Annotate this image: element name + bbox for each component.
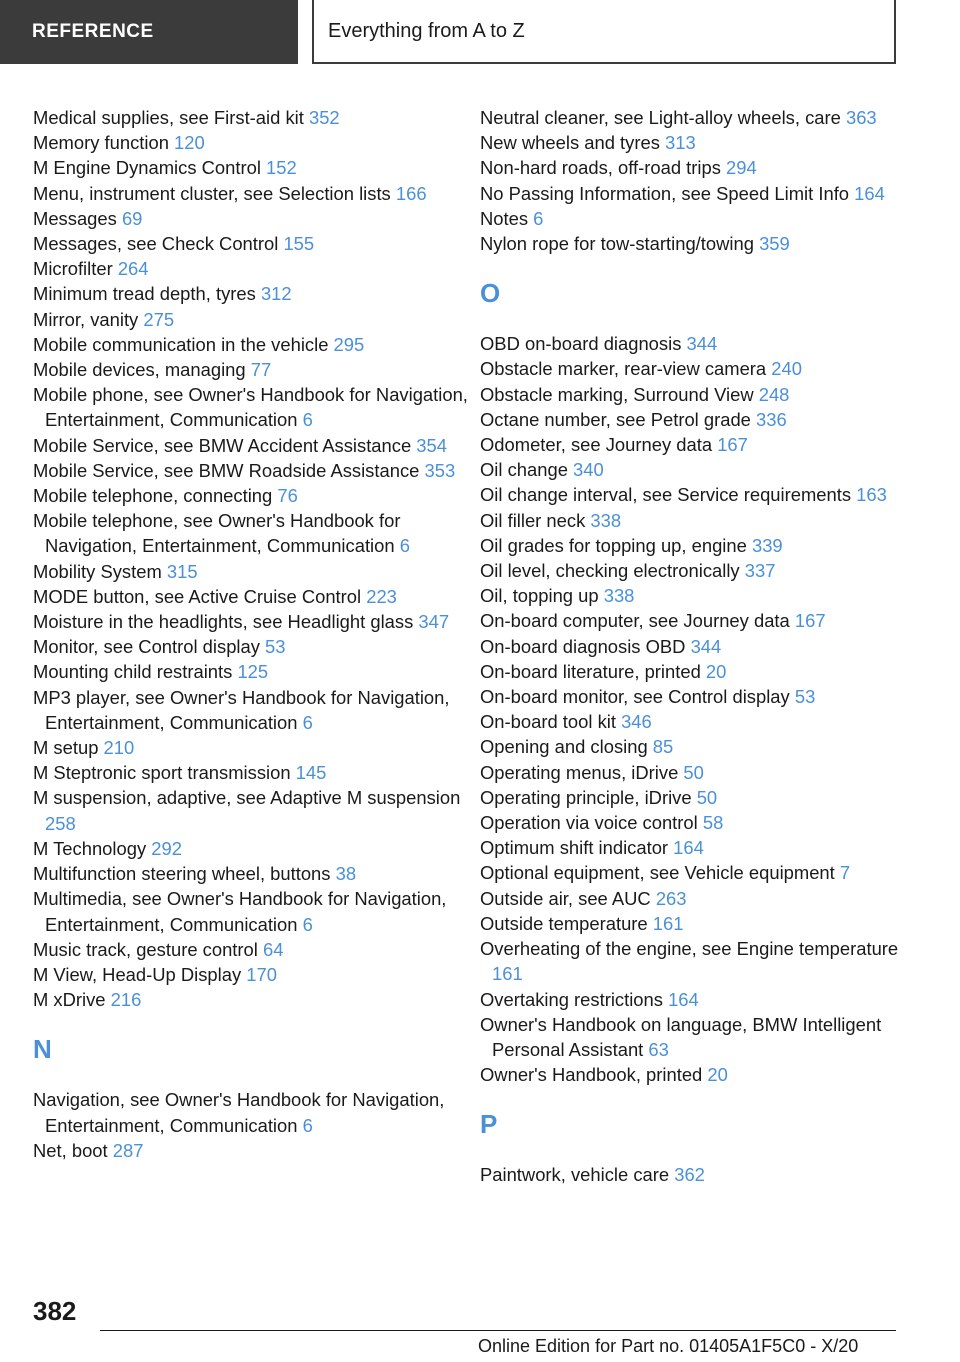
index-entry-page-link[interactable]: 315 bbox=[166, 560, 198, 582]
index-entry bbox=[480, 155, 900, 180]
index-entry bbox=[480, 810, 900, 835]
index-entry-text: Mobile telephone, connecting bbox=[33, 485, 278, 507]
index-entry-page-link[interactable]: 38 bbox=[335, 863, 357, 885]
index-entry-page-link[interactable]: 152 bbox=[266, 157, 297, 179]
page-number: 382 bbox=[33, 1296, 77, 1326]
index-entry-page-link[interactable]: 145 bbox=[295, 762, 327, 784]
index-entry-text: On-board tool kit bbox=[480, 711, 622, 733]
index-entry bbox=[33, 281, 473, 306]
index-entry bbox=[480, 331, 900, 356]
index-entry-text: Owner's Handbook, printed bbox=[480, 1064, 708, 1086]
index-entry-text: Mobile communication in the vehicle bbox=[33, 333, 334, 355]
index-entry-text: No Passing Information, see Speed Limit Info bbox=[480, 182, 855, 204]
index-entry bbox=[33, 760, 473, 785]
index-entry-text: M setup bbox=[33, 737, 104, 759]
index-entry-page-link[interactable]: 50 bbox=[696, 786, 718, 808]
index-entry-text: Oil, topping up bbox=[480, 585, 604, 607]
index-entry-page-link[interactable]: 340 bbox=[573, 459, 604, 481]
index-entry-text: Minimum tread depth, tyres bbox=[33, 283, 261, 305]
index-entry bbox=[480, 835, 900, 860]
index-entry-text: New wheels and tyres bbox=[480, 132, 666, 154]
index-entry-text: Optional equipment, see Vehicle equipment bbox=[480, 862, 840, 884]
index-entry bbox=[33, 181, 473, 206]
index-entry-page-link[interactable]: 161 bbox=[492, 963, 523, 985]
index-entry-text: M View, Head-Up Display bbox=[33, 963, 247, 985]
index-entry bbox=[33, 634, 473, 659]
index-entry bbox=[33, 659, 473, 684]
index-entry-page-link[interactable]: 263 bbox=[655, 887, 687, 909]
index-entry bbox=[33, 962, 473, 987]
index-entry bbox=[33, 231, 473, 256]
index-entry-text: Oil change interval, see Service requirements bbox=[480, 484, 857, 506]
index-entry-page-link[interactable]: 164 bbox=[673, 837, 704, 859]
index-entry bbox=[33, 861, 473, 886]
index-entry bbox=[33, 735, 473, 760]
index-entry-page-link[interactable]: 50 bbox=[683, 761, 704, 783]
index-entry bbox=[480, 785, 900, 810]
index-entry-text: Oil level, checking electronically bbox=[480, 560, 745, 582]
index-entry bbox=[33, 483, 473, 508]
index-entry-page-link[interactable]: 161 bbox=[652, 912, 684, 934]
section-label: REFERENCE bbox=[32, 21, 154, 42]
index-entry-page-link[interactable]: 240 bbox=[771, 358, 802, 380]
index-entry-page-link[interactable]: 167 bbox=[794, 610, 826, 632]
index-entry-text: Moisture in the headlights, see Headlight glass bbox=[33, 611, 419, 633]
index-entry-text: Overheating of the engine, see Engine temperature bbox=[480, 938, 899, 960]
index-entry bbox=[33, 206, 473, 231]
index-entry-text: On-board computer, see Journey data bbox=[480, 610, 795, 632]
index-entry-page-link[interactable]: 216 bbox=[110, 989, 142, 1011]
index-entry-page-link[interactable]: 53 bbox=[794, 686, 816, 708]
index-entry-text: Mounting child restraints bbox=[33, 661, 238, 683]
index-entry bbox=[480, 1162, 900, 1187]
index-entry-text: Outside temperature bbox=[480, 912, 653, 934]
index-entry-text: Paintwork, vehicle care bbox=[480, 1164, 675, 1186]
index-column-left bbox=[33, 105, 473, 1163]
index-entry-text: Net, boot bbox=[33, 1139, 113, 1161]
index-entry-page-link[interactable]: 258 bbox=[45, 812, 76, 834]
index-letter-heading: N bbox=[33, 1034, 52, 1065]
index-entry bbox=[480, 860, 900, 885]
index-entry-page-link[interactable]: 354 bbox=[416, 434, 447, 456]
index-entry-page-link[interactable]: 338 bbox=[603, 585, 635, 607]
index-entry-page-link[interactable]: 170 bbox=[246, 963, 277, 985]
index-entry-text: MODE button, see Active Cruise Control bbox=[33, 585, 367, 607]
index-entry-text: Medical supplies, see First-aid kit bbox=[33, 107, 309, 128]
index-entry-text: Operating principle, iDrive bbox=[480, 786, 697, 808]
index-entry bbox=[33, 256, 473, 281]
index-letter-heading: O bbox=[480, 278, 501, 309]
index-entry-text: Mobile Service, see BMW Roadside Assistance bbox=[33, 459, 425, 481]
index-entry-text: Oil grades for topping up, engine bbox=[480, 534, 752, 556]
index-entry bbox=[480, 1012, 900, 1062]
chapter-title: Everything from A to Z bbox=[328, 19, 525, 42]
index-entry bbox=[480, 206, 900, 231]
index-entry bbox=[33, 105, 473, 130]
index-entry-page-link[interactable]: 312 bbox=[260, 283, 292, 305]
index-entry bbox=[33, 886, 473, 936]
index-entry bbox=[33, 937, 473, 962]
index-entry-text: Messages bbox=[33, 207, 122, 229]
index-entry-text: Music track, gesture control bbox=[33, 938, 263, 960]
index-entry bbox=[33, 357, 473, 382]
section-tab bbox=[0, 0, 298, 64]
index-entry-page-link[interactable]: 264 bbox=[117, 258, 149, 280]
index-entry-page-link[interactable]: 6 bbox=[302, 913, 313, 935]
index-entry bbox=[480, 382, 900, 407]
index-entry-text: Obstacle marking, Surround View bbox=[480, 383, 759, 405]
index-entry-text: Multimedia, see Owner's Handbook for Navigation, Entertainment, Communication bbox=[33, 888, 447, 935]
index-entry-text: Nylon rope for tow-starting/towing bbox=[480, 233, 760, 255]
index-entry-text: Non-hard roads, off-road trips bbox=[480, 157, 727, 179]
index-entry-page-link[interactable]: 63 bbox=[648, 1038, 669, 1060]
index-entry-text: M Steptronic sport transmission bbox=[33, 762, 296, 784]
index-entry bbox=[480, 407, 900, 432]
index-entry-text: Optimum shift indicator bbox=[480, 837, 674, 859]
index-entry-page-link[interactable]: 353 bbox=[424, 459, 456, 481]
index-entry bbox=[33, 155, 473, 180]
index-entry-page-link[interactable]: 20 bbox=[707, 1064, 728, 1086]
index-entry-page-link[interactable]: 58 bbox=[702, 812, 724, 834]
index-entry-text: Mobility System bbox=[33, 560, 167, 582]
index-entry-page-link[interactable]: 6 bbox=[399, 535, 410, 557]
index-entry bbox=[33, 332, 473, 357]
index-letter-heading: P bbox=[480, 1109, 498, 1140]
index-entry-page-link[interactable]: 166 bbox=[395, 182, 427, 204]
index-entry bbox=[33, 1138, 473, 1163]
index-entry bbox=[33, 584, 473, 609]
index-entry-page-link[interactable]: 337 bbox=[744, 560, 776, 582]
index-entry bbox=[33, 685, 473, 735]
index-entry-text: Operation via voice control bbox=[480, 812, 703, 834]
index-entry-page-link[interactable]: 362 bbox=[674, 1164, 705, 1186]
index-entry bbox=[480, 734, 900, 759]
index-entry bbox=[33, 836, 473, 861]
index-entry-page-link[interactable]: 313 bbox=[665, 132, 696, 154]
index-entry-page-link[interactable]: 292 bbox=[151, 837, 182, 859]
index-entry-text: Overtaking restrictions bbox=[480, 988, 669, 1010]
index-entry-text: Mirror, vanity bbox=[33, 308, 144, 330]
index-entry bbox=[480, 432, 900, 457]
index-entry-text: Microfilter bbox=[33, 258, 118, 280]
index-entry bbox=[33, 987, 473, 1012]
index-entry-text: Odometer, see Journey data bbox=[480, 434, 718, 456]
index-entry bbox=[480, 936, 900, 986]
index-entry-page-link[interactable]: 287 bbox=[112, 1139, 144, 1161]
index-entry-text: Operating menus, iDrive bbox=[480, 761, 684, 783]
index-entry-text: Outside air, see AUC bbox=[480, 887, 656, 909]
index-entry-page-link[interactable]: 7 bbox=[839, 862, 851, 884]
index-entry-page-link[interactable]: 20 bbox=[705, 660, 727, 682]
index-entry-text: On-board diagnosis OBD bbox=[480, 635, 691, 657]
index-entry-text: Monitor, see Control display bbox=[33, 636, 266, 658]
index-entry bbox=[480, 760, 900, 785]
index-entry bbox=[33, 433, 473, 458]
index-entry bbox=[480, 583, 900, 608]
index-entry-text: Multifunction steering wheel, buttons bbox=[33, 863, 336, 885]
index-entry-text: Mobile Service, see BMW Accident Assistance bbox=[33, 434, 417, 456]
index-entry-page-link[interactable]: 77 bbox=[250, 359, 272, 381]
index-entry bbox=[33, 785, 473, 835]
footer-divider bbox=[100, 1330, 896, 1331]
index-entry-page-link[interactable]: 295 bbox=[333, 333, 365, 355]
index-entry bbox=[480, 105, 900, 130]
index-entry-page-link[interactable]: 338 bbox=[590, 509, 622, 531]
index-entry-text: M Engine Dynamics Control bbox=[33, 157, 267, 179]
index-entry bbox=[480, 558, 900, 583]
index-entry-text: Memory function bbox=[33, 132, 175, 154]
index-entry-text: Notes bbox=[480, 207, 534, 229]
index-entry bbox=[480, 533, 900, 558]
footer-edition: Online Edition for Part no. 01405A1F5C0 - X/20 bbox=[478, 1336, 859, 1356]
index-entry-page-link[interactable]: 347 bbox=[418, 611, 450, 633]
index-entry bbox=[480, 886, 900, 911]
index-entry bbox=[480, 356, 900, 381]
index-entry-page-link[interactable]: 336 bbox=[756, 408, 787, 430]
index-entry-text: Navigation, see Owner's Handbook for Navigation, Entertainment, Communication bbox=[33, 1089, 445, 1136]
index-entry-text: Mobile telephone, see Owner's Handbook for Navigation, Entertainment, Communication bbox=[33, 510, 401, 557]
index-entry-text: M Technology bbox=[33, 837, 152, 859]
index-entry-page-link[interactable]: 163 bbox=[856, 484, 887, 506]
index-entry bbox=[480, 457, 900, 482]
index-entry-text: Mobile phone, see Owner's Handbook for Navigation, Entertainment, Communication bbox=[33, 384, 468, 431]
index-entry bbox=[33, 307, 473, 332]
index-entry bbox=[33, 559, 473, 584]
index-entry-text: Oil change bbox=[480, 459, 574, 481]
index-entry bbox=[480, 231, 900, 256]
index-entry bbox=[480, 608, 900, 633]
index-entry-page-link[interactable]: 275 bbox=[143, 308, 175, 330]
index-entry-page-link[interactable]: 6 bbox=[302, 711, 313, 733]
index-entry bbox=[480, 634, 900, 659]
index-entry-page-link[interactable]: 344 bbox=[690, 635, 722, 657]
index-entry-page-link[interactable]: 164 bbox=[668, 988, 699, 1010]
index-entry bbox=[33, 508, 473, 558]
index-entry-page-link[interactable]: 125 bbox=[237, 661, 269, 683]
index-entry bbox=[480, 508, 900, 533]
index-entry-page-link[interactable]: 53 bbox=[265, 636, 286, 658]
index-entry-page-link[interactable]: 359 bbox=[759, 233, 790, 255]
index-entry-text: M xDrive bbox=[33, 989, 111, 1011]
index-entry bbox=[33, 130, 473, 155]
index-entry-page-link[interactable]: 363 bbox=[845, 107, 877, 128]
index-entry bbox=[480, 130, 900, 155]
index-entry bbox=[33, 609, 473, 634]
index-entry bbox=[480, 684, 900, 709]
index-entry-page-link[interactable]: 210 bbox=[103, 737, 135, 759]
index-entry-page-link[interactable]: 223 bbox=[366, 585, 397, 607]
index-entry-page-link[interactable]: 167 bbox=[717, 434, 748, 456]
index-entry bbox=[480, 911, 900, 936]
index-entry-page-link[interactable]: 344 bbox=[686, 333, 718, 355]
index-entry-text: OBD on-board diagnosis bbox=[480, 333, 687, 355]
index-entry-page-link[interactable]: 346 bbox=[621, 711, 652, 733]
index-entry-text: Menu, instrument cluster, see Selection lists bbox=[33, 182, 396, 204]
index-entry bbox=[33, 458, 473, 483]
index-entry bbox=[480, 659, 900, 684]
index-entry-text: MP3 player, see Owner's Handbook for Navigation, Entertainment, Communication bbox=[33, 686, 450, 733]
index-entry-text: Mobile devices, managing bbox=[33, 359, 251, 381]
index-entry-page-link[interactable]: 85 bbox=[652, 736, 674, 758]
index-entry-page-link[interactable]: 155 bbox=[283, 233, 315, 255]
index-entry-page-link[interactable]: 164 bbox=[854, 182, 885, 204]
index-entry-page-link[interactable]: 6 bbox=[533, 207, 544, 229]
index-entry-text: M suspension, adaptive, see Adaptive M suspension bbox=[33, 787, 461, 809]
index-entry bbox=[480, 181, 900, 206]
index-entry bbox=[480, 1062, 900, 1087]
index-entry-page-link[interactable]: 294 bbox=[726, 157, 757, 179]
chapter-title-box bbox=[312, 0, 896, 64]
index-entry-text: Owner's Handbook on language, BMW Intelligent Personal Assistant bbox=[480, 1013, 882, 1060]
index-entry-page-link[interactable]: 352 bbox=[308, 107, 340, 128]
index-entry-page-link[interactable]: 6 bbox=[302, 409, 313, 431]
index-entry-page-link[interactable]: 120 bbox=[174, 132, 205, 154]
index-entry-text: Messages, see Check Control bbox=[33, 233, 284, 255]
index-entry-page-link[interactable]: 69 bbox=[121, 207, 143, 229]
index-entry bbox=[33, 382, 473, 432]
index-entry-text: Neutral cleaner, see Light-alloy wheels, care bbox=[480, 107, 846, 128]
index-entry-page-link[interactable]: 6 bbox=[302, 1114, 313, 1136]
index-entry-page-link[interactable]: 248 bbox=[758, 383, 790, 405]
index-column-right bbox=[480, 105, 900, 1188]
index-entry-text: Opening and closing bbox=[480, 736, 653, 758]
index-entry bbox=[480, 482, 900, 507]
index-entry-text: Oil filler neck bbox=[480, 509, 591, 531]
index-entry-page-link[interactable]: 64 bbox=[262, 938, 284, 960]
index-entry-text: On-board literature, printed bbox=[480, 660, 706, 682]
index-entry bbox=[480, 987, 900, 1012]
index-entry-page-link[interactable]: 76 bbox=[277, 485, 298, 507]
index-entry-text: Octane number, see Petrol grade bbox=[480, 408, 757, 430]
index-entry-page-link[interactable]: 339 bbox=[751, 534, 783, 556]
index-entry bbox=[33, 1087, 473, 1137]
index-entry-text: Obstacle marker, rear-view camera bbox=[480, 358, 772, 380]
index-entry bbox=[480, 709, 900, 734]
index-entry-text: On-board monitor, see Control display bbox=[480, 686, 795, 708]
